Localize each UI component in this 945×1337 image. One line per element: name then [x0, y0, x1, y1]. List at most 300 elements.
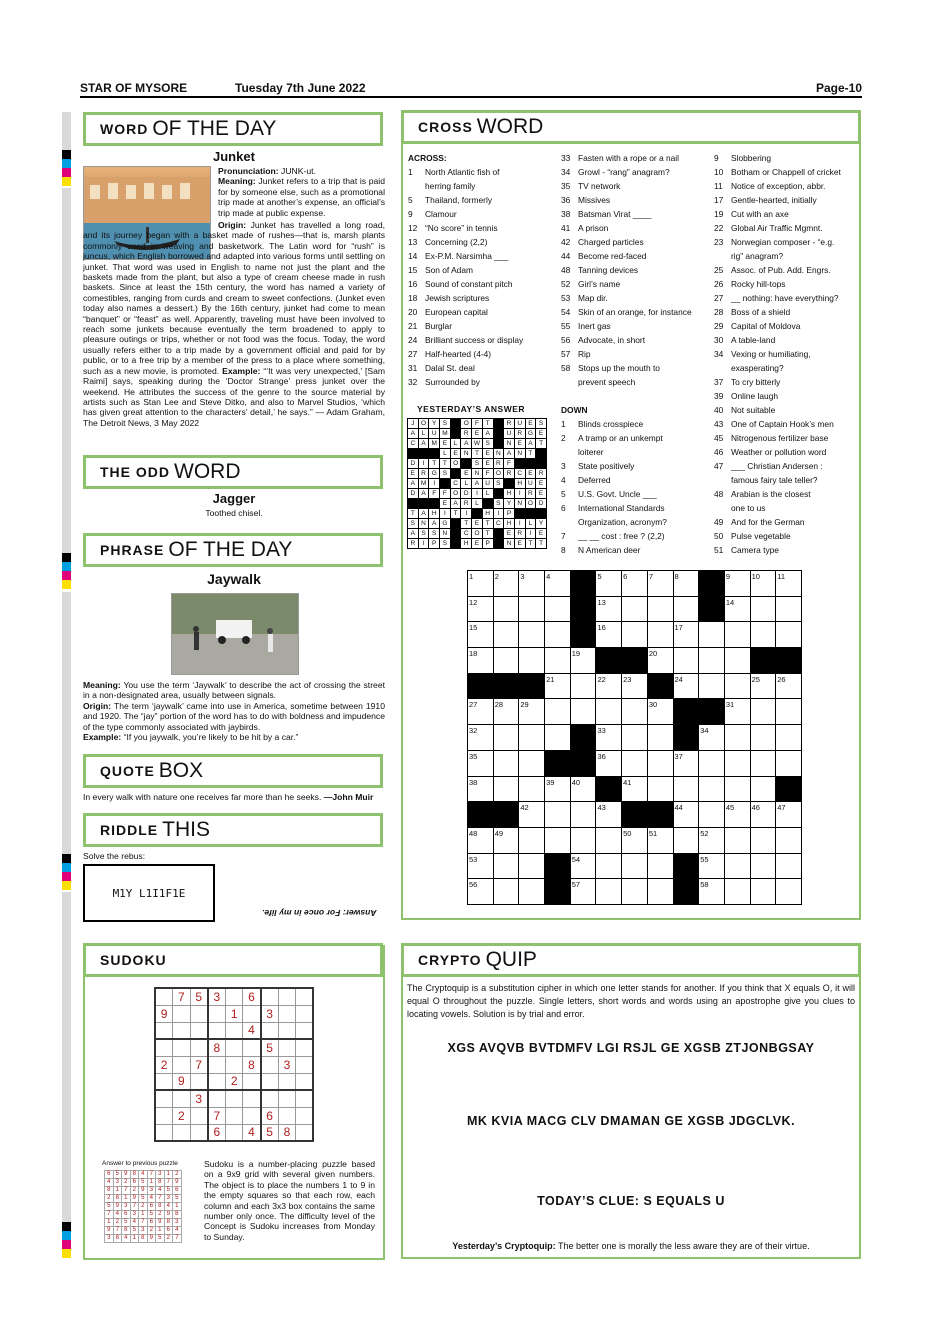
crossword-cell[interactable]	[750, 827, 776, 853]
clue-item	[714, 501, 859, 515]
answer-cell: Y	[536, 519, 547, 529]
crossword-cell[interactable]: 48	[468, 827, 494, 853]
crossword-cell[interactable]	[699, 648, 725, 674]
clue-text: prevent speech	[578, 377, 636, 387]
crossword-cell[interactable]	[519, 853, 545, 879]
crossword-cell[interactable]	[545, 596, 571, 622]
crossword-cell[interactable]	[673, 776, 699, 802]
sudoku-cell[interactable]	[155, 1073, 173, 1090]
clue-item	[561, 375, 711, 389]
answer-cell	[429, 449, 440, 459]
sudoku-cell[interactable]	[173, 1005, 191, 1022]
crossword-cell[interactable]	[673, 648, 699, 674]
sudoku-cell[interactable]	[296, 1022, 314, 1039]
crossword-cell[interactable]: 17	[673, 622, 699, 648]
clue-item	[561, 501, 711, 515]
clue-text: Missives	[578, 195, 611, 205]
answer-cell: E	[482, 449, 493, 459]
black-square	[622, 802, 648, 828]
crossword-cell[interactable]: 2	[493, 571, 519, 597]
clue-item	[714, 543, 859, 557]
crossword-cell[interactable]	[724, 776, 750, 802]
crossword-cell[interactable]	[493, 648, 519, 674]
crossword-cell[interactable]: 5	[596, 571, 622, 597]
phrase-title: PHRASE OF THE DAY	[83, 533, 383, 567]
crossword-cell[interactable]: 36	[596, 750, 622, 776]
answer-cell: R	[514, 529, 525, 539]
sudoku-cell[interactable]	[155, 1090, 173, 1107]
crossword-cell[interactable]	[519, 750, 545, 776]
clue-number: 38	[561, 209, 571, 219]
clue-text: Organization, acronym?	[578, 517, 667, 527]
phrase-word: Jaywalk	[207, 571, 261, 587]
crossword-cell[interactable]: 6	[622, 571, 648, 597]
crossword-cell[interactable]: 10	[750, 571, 776, 597]
crossword-cell[interactable]	[699, 673, 725, 699]
crossword-cell[interactable]: 53	[468, 853, 494, 879]
crossword-cell[interactable]	[750, 853, 776, 879]
crossword-cell[interactable]: 54	[570, 853, 596, 879]
crossword-cell[interactable]	[750, 750, 776, 776]
sudoku-cell[interactable]	[190, 1073, 208, 1090]
crossword-cell[interactable]: 40	[570, 776, 596, 802]
crossword-cell[interactable]	[570, 699, 596, 725]
crossword-cell[interactable]: 8	[673, 571, 699, 597]
crossword-cell[interactable]: 34	[699, 725, 725, 751]
clue-text: Jewish scriptures	[425, 293, 490, 303]
sudoku-cell[interactable]	[225, 1056, 243, 1073]
sudoku-cell[interactable]	[296, 1124, 314, 1141]
prev-sudoku-cell: 5	[156, 1235, 165, 1243]
sudoku-cell[interactable]	[296, 1056, 314, 1073]
crossword-cell[interactable]	[776, 699, 802, 725]
crossword-cell[interactable]	[647, 879, 673, 905]
crossword-cell[interactable]	[776, 750, 802, 776]
crossword-cell[interactable]	[750, 699, 776, 725]
prev-sudoku-cell: 1	[139, 1211, 148, 1219]
crossword-cell[interactable]	[622, 853, 648, 879]
sudoku-cell[interactable]	[296, 1039, 314, 1056]
crossword-cell[interactable]: 9	[724, 571, 750, 597]
crossword-cell[interactable]: 19	[570, 648, 596, 674]
crossword-cell[interactable]: 18	[468, 648, 494, 674]
clue-text: Not suitable	[731, 405, 776, 415]
page-header	[80, 78, 862, 98]
sudoku-cell[interactable]	[208, 1022, 226, 1039]
sudoku-cell[interactable]	[296, 1073, 314, 1090]
crossword-cell[interactable]	[750, 596, 776, 622]
riddle-rebus: M1Y L1I1F1E	[83, 864, 215, 922]
clue-number: 43	[714, 419, 724, 429]
answer-cell	[493, 529, 504, 539]
crossword-cell[interactable]: 39	[545, 776, 571, 802]
clue-number	[561, 375, 578, 389]
answer-cell: P	[429, 539, 440, 549]
sudoku-cell[interactable]	[155, 1107, 173, 1124]
crossword-cell[interactable]	[647, 596, 673, 622]
clue-number: 29	[714, 321, 724, 331]
crossword-cell[interactable]	[493, 776, 519, 802]
crossword-cell[interactable]	[596, 827, 622, 853]
sudoku-cell[interactable]	[225, 1039, 243, 1056]
sudoku-cell: 8	[243, 1056, 261, 1073]
clue-number: 37	[714, 377, 724, 387]
paper-name: STAR OF MYSORE	[80, 81, 188, 95]
sudoku-cell[interactable]	[155, 1039, 173, 1056]
crossword-cell[interactable]	[519, 622, 545, 648]
crossword-cell[interactable]	[493, 725, 519, 751]
prev-sudoku-cell: 3	[164, 1195, 173, 1203]
sudoku-cell[interactable]	[261, 1073, 279, 1090]
clue-item	[561, 445, 711, 459]
sudoku-cell[interactable]	[173, 1022, 191, 1039]
crossword-cell[interactable]	[545, 622, 571, 648]
answer-cell: M	[440, 429, 451, 439]
answer-cell	[536, 509, 547, 519]
crossword-cell[interactable]	[750, 725, 776, 751]
crossword-cell[interactable]: 41	[622, 776, 648, 802]
sudoku-cell[interactable]	[155, 1124, 173, 1141]
answer-cell	[408, 449, 419, 459]
crossword-cell[interactable]: 46	[750, 802, 776, 828]
clue-number: 9	[714, 153, 719, 163]
crossword-cell[interactable]: 33	[596, 725, 622, 751]
prev-sudoku-cell: 7	[105, 1211, 114, 1219]
answer-cell: L	[472, 499, 483, 509]
crossword-cell[interactable]: 35	[468, 750, 494, 776]
crossword-cell[interactable]	[493, 596, 519, 622]
sudoku-cell[interactable]	[225, 1022, 243, 1039]
crossword-cell[interactable]: 26	[776, 673, 802, 699]
crossword-cell[interactable]: 44	[673, 802, 699, 828]
cryptoquip-clue: TODAY’S CLUE: S EQUALS U	[537, 1194, 725, 1208]
sudoku-cell[interactable]	[173, 1090, 191, 1107]
clue-item	[561, 417, 711, 431]
crossword-cell[interactable]: 56	[468, 879, 494, 905]
crossword-cell[interactable]	[519, 776, 545, 802]
crossword-cell[interactable]	[724, 827, 750, 853]
crossword-cell[interactable]	[724, 750, 750, 776]
clue-text: __ nothing: have everything?	[731, 293, 839, 303]
clue-text: To cry bitterly	[731, 377, 781, 387]
crossword-cell[interactable]	[724, 673, 750, 699]
sudoku-cell: 2	[173, 1107, 191, 1124]
black-square	[545, 879, 571, 905]
crossword-cell[interactable]: 28	[493, 699, 519, 725]
prev-sudoku-cell: 8	[105, 1187, 114, 1195]
crossword-cell[interactable]	[622, 725, 648, 751]
crossword-cell[interactable]	[699, 802, 725, 828]
crossword-cell[interactable]	[647, 622, 673, 648]
crossword-cell[interactable]	[545, 725, 571, 751]
answer-cell	[525, 459, 536, 469]
cryptoquip-line1: XGS AVQVB BVTDMFV LGI RSJL GE XGSB ZTJONBGSAY	[447, 1041, 815, 1055]
crossword-cell[interactable]: 11	[776, 571, 802, 597]
sudoku-cell[interactable]	[243, 1005, 261, 1022]
crossword-cell[interactable]: 30	[647, 699, 673, 725]
sudoku-cell[interactable]	[225, 1107, 243, 1124]
color-marks	[62, 553, 71, 589]
crossword-cell[interactable]	[596, 853, 622, 879]
crossword-cell[interactable]	[699, 776, 725, 802]
answer-cell	[450, 539, 461, 549]
crossword-cell[interactable]: 49	[493, 827, 519, 853]
crossword-cell[interactable]: 4	[545, 571, 571, 597]
sudoku-cell[interactable]	[278, 1039, 296, 1056]
sudoku-cell[interactable]	[208, 1073, 226, 1090]
clue-text: Gentle-hearted, initially	[731, 195, 817, 205]
prev-sudoku-cell: 3	[113, 1179, 122, 1187]
crossword-cell[interactable]: 7	[647, 571, 673, 597]
answer-cell: A	[429, 519, 440, 529]
sudoku-cell[interactable]	[190, 1039, 208, 1056]
sudoku-cell[interactable]	[278, 1073, 296, 1090]
prev-sudoku-cell: 1	[173, 1203, 182, 1211]
crossword-cell[interactable]: 24	[673, 673, 699, 699]
crossword-cell[interactable]	[622, 596, 648, 622]
sudoku-cell[interactable]	[278, 988, 296, 1005]
clue-text: Map dir.	[578, 293, 608, 303]
answer-cell: E	[536, 529, 547, 539]
crossword-cell[interactable]: 42	[519, 802, 545, 828]
crossword-cell[interactable]	[776, 725, 802, 751]
clue-text: U.S. Govt. Uncle ___	[578, 489, 657, 499]
crossword-cell[interactable]: 16	[596, 622, 622, 648]
clue-item	[714, 291, 859, 305]
crossword-cell[interactable]	[493, 622, 519, 648]
sudoku-cell[interactable]	[243, 1090, 261, 1107]
black-square	[699, 596, 725, 622]
answer-cell: N	[472, 469, 483, 479]
color-marks	[62, 150, 71, 186]
crossword-cell[interactable]: 45	[724, 802, 750, 828]
crossword-cell[interactable]	[699, 622, 725, 648]
answer-cell: R	[408, 539, 419, 549]
answer-cell: O	[450, 459, 461, 469]
crossword-cell[interactable]: 31	[724, 699, 750, 725]
crossword-cell[interactable]	[519, 648, 545, 674]
crossword-cell[interactable]	[545, 648, 571, 674]
sudoku-cell[interactable]	[261, 1090, 279, 1107]
crossword-cell[interactable]: 25	[750, 673, 776, 699]
sudoku-cell[interactable]	[173, 1124, 191, 1141]
crossword-cell[interactable]: 12	[468, 596, 494, 622]
sudoku-cell: 6	[208, 1124, 226, 1141]
answer-cell: I	[418, 459, 429, 469]
crossword-cell[interactable]: 1	[468, 571, 494, 597]
sudoku-cell[interactable]	[208, 1005, 226, 1022]
sudoku-cell[interactable]	[243, 1039, 261, 1056]
crossword-cell[interactable]	[750, 622, 776, 648]
crossword-cell[interactable]	[545, 827, 571, 853]
crossword-cell[interactable]	[519, 725, 545, 751]
crossword-cell[interactable]	[750, 879, 776, 905]
sudoku-cell[interactable]	[261, 1022, 279, 1039]
crossword-cell[interactable]	[622, 622, 648, 648]
crossword-cell[interactable]: 55	[699, 853, 725, 879]
sudoku-cell[interactable]	[208, 1090, 226, 1107]
crossword-cell[interactable]: 52	[699, 827, 725, 853]
crossword-cell[interactable]	[596, 879, 622, 905]
margin-bar	[62, 592, 71, 854]
sudoku-cell[interactable]	[243, 1073, 261, 1090]
crossword-cell[interactable]	[570, 802, 596, 828]
sudoku-cell[interactable]	[208, 1056, 226, 1073]
prev-sudoku-cell: 6	[147, 1219, 156, 1227]
answer-cell: S	[493, 479, 504, 489]
crossword-cell[interactable]: 57	[570, 879, 596, 905]
black-square	[699, 571, 725, 597]
crossword-cell[interactable]	[776, 622, 802, 648]
sudoku-cell[interactable]	[278, 1090, 296, 1107]
crossword-cell[interactable]	[622, 750, 648, 776]
crossword-cell[interactable]: 13	[596, 596, 622, 622]
crossword-cell[interactable]	[570, 827, 596, 853]
sudoku-cell[interactable]	[296, 1005, 314, 1022]
crossword-cell[interactable]	[493, 750, 519, 776]
prev-sudoku-cell: 3	[147, 1187, 156, 1195]
clue-number: 27	[714, 293, 724, 303]
sudoku-cell: 3	[208, 988, 226, 1005]
crossword-cell[interactable]: 14	[724, 596, 750, 622]
sudoku-cell[interactable]	[278, 1107, 296, 1124]
sudoku-cell[interactable]	[261, 1056, 279, 1073]
sudoku-cell[interactable]	[225, 1124, 243, 1141]
clue-text: famous fairy tale teller?	[731, 475, 818, 485]
crossword-cell[interactable]: 22	[596, 673, 622, 699]
crossword-cell[interactable]	[493, 879, 519, 905]
sudoku-cell[interactable]	[190, 1107, 208, 1124]
crossword-cell[interactable]	[622, 699, 648, 725]
sudoku-cell: 7	[190, 1056, 208, 1073]
sudoku-cell[interactable]	[190, 1022, 208, 1039]
crossword-cell[interactable]	[647, 853, 673, 879]
prev-sudoku-cell: 8	[113, 1235, 122, 1243]
prev-sudoku-cell: 5	[139, 1179, 148, 1187]
sudoku-cell[interactable]	[278, 1022, 296, 1039]
crossword-cell[interactable]	[699, 750, 725, 776]
crossword-cell[interactable]	[647, 776, 673, 802]
prev-sudoku-cell: 6	[173, 1187, 182, 1195]
answer-cell	[440, 479, 451, 489]
answer-cell: C	[514, 469, 525, 479]
crossword-cell[interactable]: 20	[647, 648, 673, 674]
sudoku-cell: 8	[278, 1124, 296, 1141]
crossword-cell[interactable]: 32	[468, 725, 494, 751]
clue-item	[561, 473, 711, 487]
clue-text: Cut with an axe	[731, 209, 789, 219]
prev-sudoku-cell: 6	[164, 1227, 173, 1235]
answer-cell	[461, 459, 472, 469]
crossword-cell[interactable]: 37	[673, 750, 699, 776]
answer-cell: M	[429, 439, 440, 449]
answer-cell	[472, 509, 483, 519]
crossword-cell[interactable]	[519, 596, 545, 622]
crossword-cell[interactable]	[724, 853, 750, 879]
answer-cell: F	[440, 489, 451, 499]
clue-number: 11	[714, 181, 723, 191]
crossword-cell[interactable]	[724, 622, 750, 648]
sudoku-cell[interactable]	[190, 1005, 208, 1022]
sudoku-cell[interactable]	[173, 1039, 191, 1056]
crossword-cell[interactable]	[776, 596, 802, 622]
crossword-cell[interactable]: 23	[622, 673, 648, 699]
crossword-cell[interactable]	[493, 853, 519, 879]
answer-cell: H	[429, 509, 440, 519]
clue-text: Concerning (2,2)	[425, 237, 488, 247]
crossword-cell[interactable]	[596, 699, 622, 725]
sudoku-cell[interactable]	[155, 988, 173, 1005]
clue-item	[561, 459, 711, 473]
sudoku-cell[interactable]	[296, 1090, 314, 1107]
sudoku-cell[interactable]	[155, 1022, 173, 1039]
crossword-cell[interactable]: 21	[545, 673, 571, 699]
crossword-cell[interactable]	[724, 725, 750, 751]
crossword-cell[interactable]	[750, 776, 776, 802]
sudoku-cell[interactable]	[296, 988, 314, 1005]
crossword-cell[interactable]	[570, 673, 596, 699]
answer-cell: L	[418, 429, 429, 439]
prev-sudoku-grid	[104, 1170, 182, 1243]
sudoku-cell[interactable]	[278, 1005, 296, 1022]
prev-sudoku-cell: 3	[122, 1203, 131, 1211]
crossword-cell[interactable]	[647, 725, 673, 751]
sudoku-cell[interactable]	[296, 1107, 314, 1124]
crossword-cell[interactable]: 29	[519, 699, 545, 725]
crossword-cell[interactable]: 50	[622, 827, 648, 853]
crossword-cell[interactable]	[724, 879, 750, 905]
crossword-cell[interactable]: 51	[647, 827, 673, 853]
crossword-cell[interactable]	[519, 879, 545, 905]
crossword-cell[interactable]	[724, 648, 750, 674]
crossword-cell[interactable]: 27	[468, 699, 494, 725]
sudoku-cell[interactable]	[225, 988, 243, 1005]
clue-text: rig” anagram?	[731, 251, 784, 261]
crossword-cell[interactable]: 47	[776, 802, 802, 828]
odd-word: Jagger	[212, 491, 256, 506]
crossword-cell[interactable]: 15	[468, 622, 494, 648]
crossword-cell[interactable]	[519, 827, 545, 853]
answer-cell: E	[450, 449, 461, 459]
crossword-cell[interactable]	[545, 699, 571, 725]
crossword-cell[interactable]	[622, 879, 648, 905]
crossword-cell[interactable]	[776, 853, 802, 879]
sudoku-cell[interactable]	[225, 1090, 243, 1107]
crossword-cell[interactable]	[776, 827, 802, 853]
crossword-cell[interactable]	[545, 802, 571, 828]
yesterday-grid	[407, 418, 547, 549]
sudoku-cell[interactable]	[243, 1107, 261, 1124]
crossword-cell[interactable]	[673, 596, 699, 622]
crossword-cell[interactable]	[673, 827, 699, 853]
crossword-cell[interactable]	[647, 750, 673, 776]
crossword-cell[interactable]	[776, 879, 802, 905]
sudoku-cell[interactable]	[190, 1124, 208, 1141]
sudoku-cell[interactable]	[173, 1056, 191, 1073]
answer-cell: R	[461, 499, 472, 509]
clue-number	[408, 179, 425, 193]
sudoku-cell[interactable]	[261, 988, 279, 1005]
crossword-cell[interactable]: 43	[596, 802, 622, 828]
sudoku-cell: 2	[155, 1056, 173, 1073]
prev-sudoku-cell: 4	[164, 1203, 173, 1211]
crossword-cell[interactable]: 58	[699, 879, 725, 905]
crossword-cell[interactable]: 38	[468, 776, 494, 802]
prev-sudoku-cell: 2	[156, 1211, 165, 1219]
answer-cell: F	[504, 459, 515, 469]
crossword-cell[interactable]: 3	[519, 571, 545, 597]
clue-number: 22	[714, 223, 724, 233]
